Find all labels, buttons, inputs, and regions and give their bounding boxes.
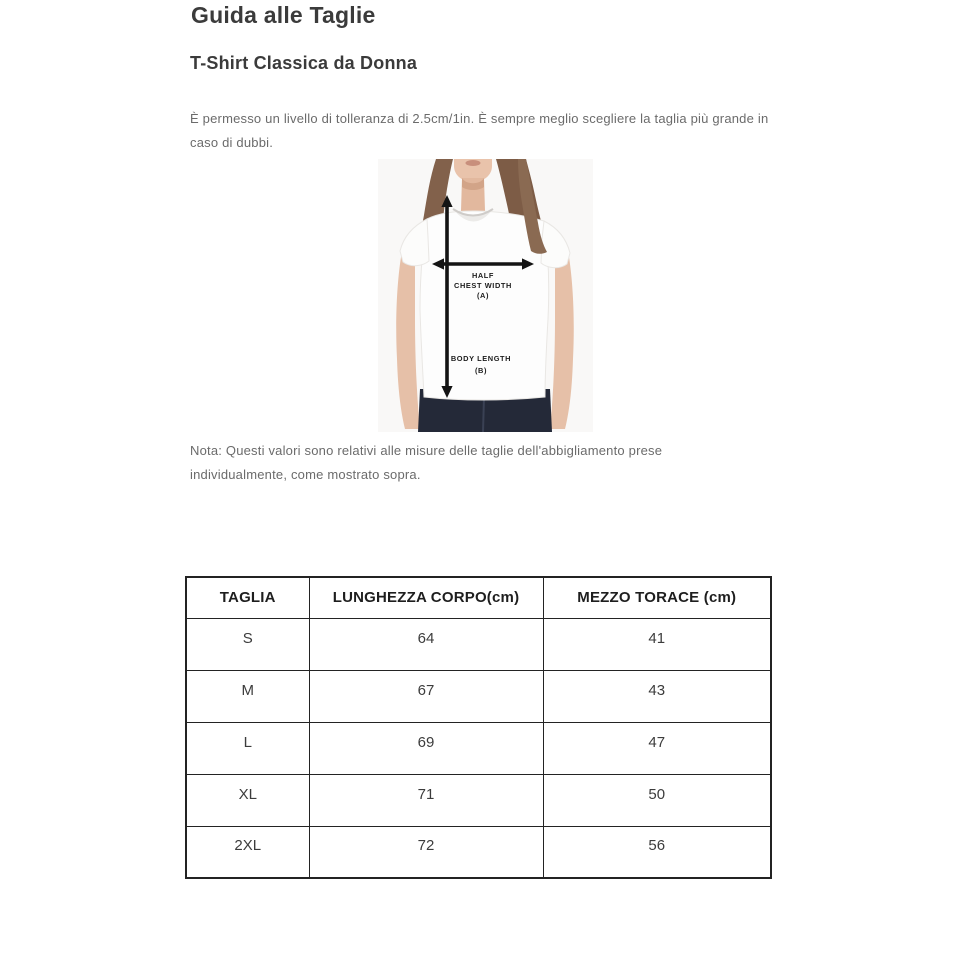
table-row-xl: [186, 774, 771, 826]
cell-half-chest: 41: [543, 618, 771, 670]
body-length-label-line2: (B): [474, 366, 488, 375]
half-chest-label-line1: HALF: [471, 271, 495, 280]
table-row-m: [186, 670, 771, 722]
column-header-lunghezza-corpo: LUNGHEZZA CORPO(cm): [309, 577, 543, 618]
cell-size: M: [186, 670, 309, 722]
column-header-mezzo-torace: MEZZO TORACE (cm): [543, 577, 771, 618]
size-table: [185, 576, 772, 879]
column-header-taglia: TAGLIA: [186, 577, 309, 618]
measurement-diagram: [378, 159, 593, 432]
table-row-2xl: [186, 826, 771, 878]
measurement-note: Nota: Questi valori sono relativi alle misure delle taglie dell'abbigliamento prese individualmente, come mostrato sopra.: [190, 443, 663, 482]
half-chest-label-line2: CHEST WIDTH: [454, 281, 512, 290]
cell-half-chest: 47: [543, 722, 771, 774]
cell-body-length: 69: [309, 722, 543, 774]
tolerance-note: È permesso un livello di tolleranza di 2.5cm/1in. È sempre meglio scegliere la taglia più grande in caso di dubbi.: [190, 111, 769, 150]
cell-size: XL: [186, 774, 309, 826]
cell-size: 2XL: [186, 826, 309, 878]
cell-body-length: 72: [309, 826, 543, 878]
size-table-header-row: [186, 577, 771, 618]
table-row-s: [186, 618, 771, 670]
page-title: Guida alle Taglie: [191, 2, 376, 28]
product-subtitle: T-Shirt Classica da Donna: [190, 53, 418, 73]
cell-size: L: [186, 722, 309, 774]
cell-half-chest: 56: [543, 826, 771, 878]
cell-half-chest: 43: [543, 670, 771, 722]
cell-body-length: 67: [309, 670, 543, 722]
cell-half-chest: 50: [543, 774, 771, 826]
cell-size: S: [186, 618, 309, 670]
half-chest-label-line3: (A): [476, 291, 490, 300]
cell-body-length: 64: [309, 618, 543, 670]
body-length-label-line1: BODY LENGTH: [450, 354, 512, 363]
tshirt-model-illustration: [378, 159, 593, 432]
table-row-l: [186, 722, 771, 774]
cell-body-length: 71: [309, 774, 543, 826]
